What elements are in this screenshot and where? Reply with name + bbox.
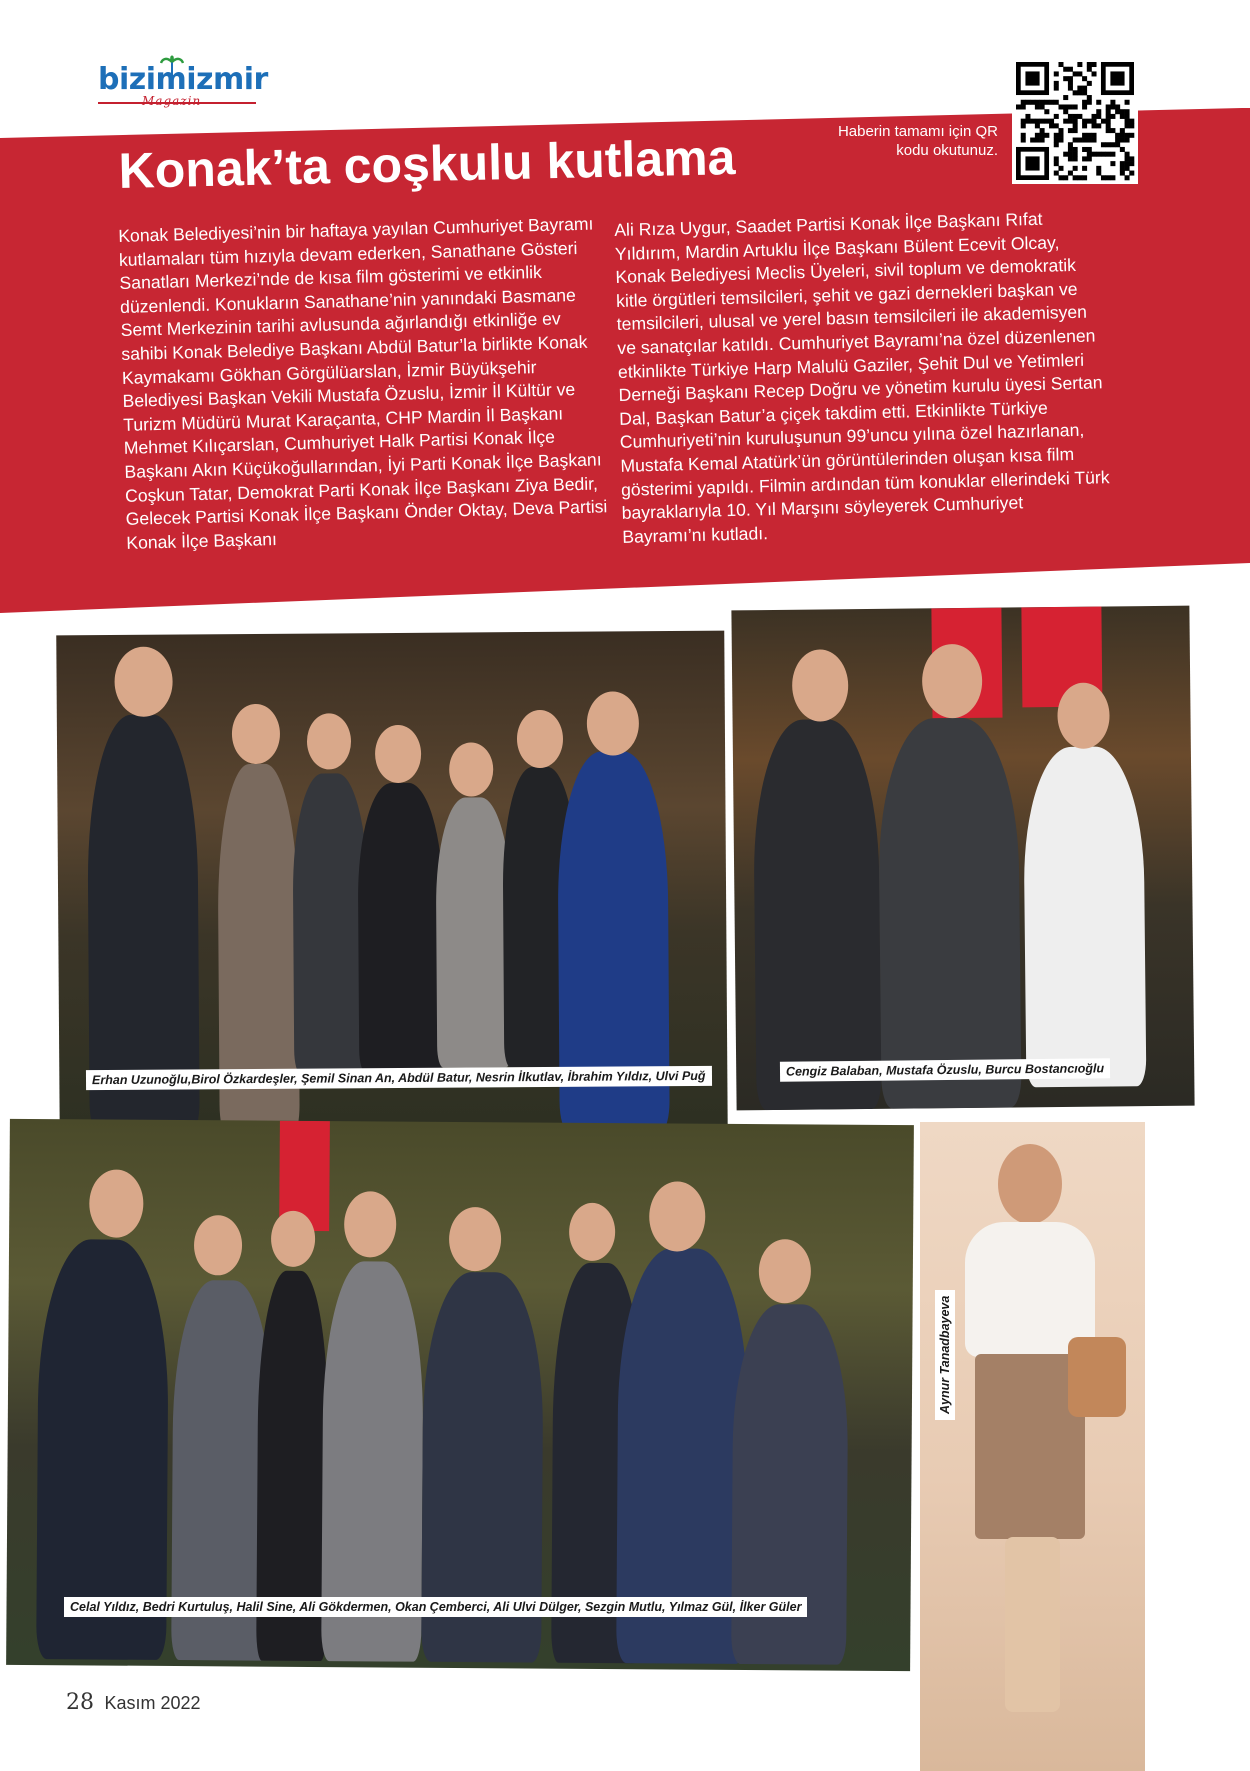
photo-2-caption: Cengiz Balaban, Mustafa Özuslu, Burcu Bostancıoğlu — [780, 1058, 1110, 1081]
logo-subtitle: Magazin — [142, 94, 202, 108]
page-number: 28 — [66, 1690, 94, 1715]
article-column-2 — [614, 206, 1112, 549]
photo-group-2 — [731, 606, 1194, 1111]
photo-3-caption: Celal Yıldız, Bedri Kurtuluş, Halil Sine, Ali Gökdermen, Okan Çemberci, Ali Ulvi Dülger, Sezgin Mutlu, Yılmaz Gül, İlker Güler — [64, 1597, 807, 1617]
column-2-text: Ali Rıza Uygur, Saadet Partisi Konak İlçe Başkanı Rıfat Yıldırım, Mardin Artuklu İlçe Başkanı Bülent Ecevit Olcay, Konak Belediyesi Meclis Üyeleri, sivil toplum ve demokratik kitle örgütleri temsilcileri, şehit ve gazi dernekleri başkan ve temsilcileri, ulusal ve yerel basın temsilcileri ile akademisyen ve sanatçılar katıldı. Cumhuriyet Bayramı’na özel düzenlenen etkinlikte Türkiye Harp Malulü Gaziler, Şehit Dul ve Yetimleri Derneği Başkanı Recep Doğru ve yönetim kurulu üyesi Sertan Dal, Başkan Batur’a çiçek takdim etti. Etkinlikte Türkiye Cumhuriyeti’nin kuruluşunun 99’uncu yılına özel hazırlanan, Mustafa Kemal Atatürk’ün görüntülerinden oluşan kısa film gösterimi yapıldı. Filmin ardından tüm konuklar ellerindeki Türk bayraklarıyla 10. Yıl Marşını söyleyerek Cumhuriyet Bayramı’nı kutladı. — [614, 208, 1110, 547]
issue-date: Kasım 2022 — [104, 1693, 201, 1713]
brand-logo — [98, 54, 268, 114]
logo-text: bizimizmir — [98, 62, 268, 97]
photo-1-caption: Erhan Uzunoğlu,Birol Özkardeşler, Şemil Sinan An, Abdül Batur, Nesrin İlkutlav, İbrahim Yıldız, Ulvi Puğ — [86, 1066, 712, 1090]
photo-portrait — [920, 1122, 1145, 1771]
column-1-text: Konak Belediyesi’nin bir haftaya yayılan Cumhuriyet Bayramı kutlamaları tüm hızıyla devam ederken, Sanathane Gösteri Sanatları Merkezi’nde de kısa film gösterimi ve etkinlik düzenlendi. Konukların Sanathane’nin yanındaki Basmane Semt Merkezinin tarihi avlusunda ağırlandığı etkinliğe ev sahibi Konak Belediye Başkanı Abdül Batur’la birlikte Konak Kaymakamı Gökhan Görgülüarslan, İzmir Büyükşehir Belediyesi Başkan Vekili Mustafa Özuslu, İzmir İl Kültür ve Turizm Müdürü Murat Karaçanta, CHP Mardin İl Başkanı Mehmet Kılıçarslan, Cumhuriyet Halk Partisi Konak İlçe Başkanı Akın Küçükoğullarından, İyi Parti Konak İlçe Başkanı Coşkun Tatar, Demokrat Parti Konak İlçe Başkanı Ziya Bedir, Gelecek Partisi Konak İlçe Başkanı Önder Oktay, Deva Partisi Konak İlçe Başkanı — [118, 213, 608, 553]
qr-note: Haberin tamamı için QR kodu okutunuz. — [837, 123, 998, 159]
page-footer — [66, 1690, 201, 1715]
article-column-1 — [118, 212, 616, 555]
photo-group-1 — [56, 631, 727, 1138]
article-headline: Konak’ta coşkulu kutlama — [118, 129, 736, 199]
qr-code[interactable] — [1012, 58, 1138, 184]
photo-group-3 — [6, 1119, 914, 1671]
photo-4-caption: Aynur Tanadbayeva — [935, 1290, 955, 1420]
qr-code-icon — [1012, 58, 1138, 184]
